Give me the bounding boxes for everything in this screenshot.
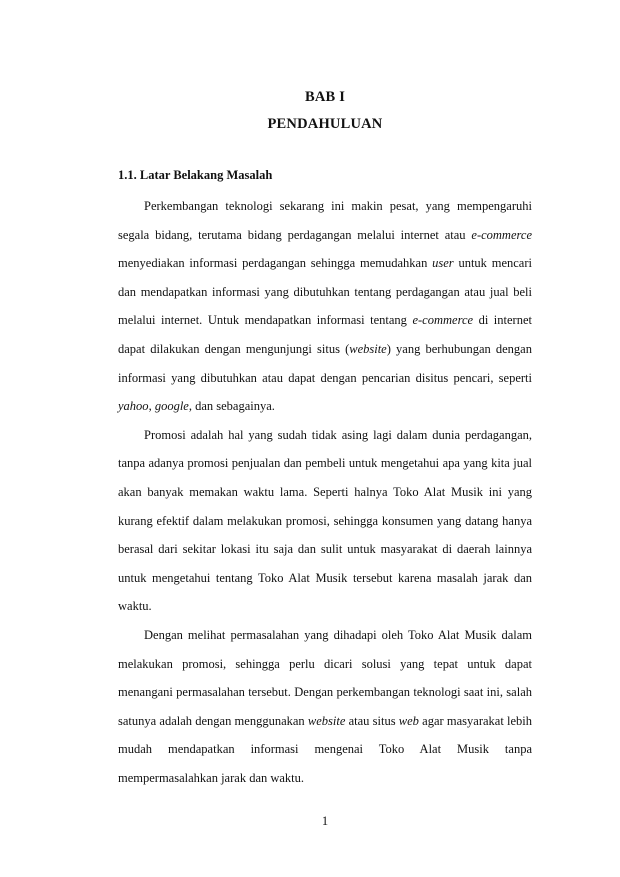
italic-term: google — [154, 399, 189, 414]
italic-term: e-commerce — [471, 227, 532, 242]
paragraph — [118, 621, 532, 793]
text-run: agar masyarakat lebih mudah mendapatkan informasi mengenai Toko Alat Musik tanpa mempermasalahkan jarak dan waktu. — [118, 713, 533, 785]
text-run: ) yang berhubungan dengan informasi yang dibutuhkan atau dapat dengan pencarian disitus pencari, seperti — [118, 341, 532, 385]
text-run: menyediakan informasi perdagangan sehingga memudahkan — [118, 256, 433, 271]
body-text — [118, 192, 532, 792]
chapter-title: PENDAHULUAN — [267, 116, 383, 132]
text-run: atau situs — [345, 713, 399, 728]
text-run: di internet dapat dilakukan dengan mengunjungi situs ( — [118, 313, 532, 356]
text-run: , — [148, 399, 155, 414]
paragraph — [118, 192, 532, 421]
italic-term: yahoo — [118, 399, 149, 414]
text-run: , dan sebagainya. — [188, 399, 275, 414]
italic-term: e-commerce — [412, 313, 474, 328]
italic-term: user — [432, 256, 454, 271]
text-run: Promosi adalah hal yang sudah tidak asing lagi dalam dunia perdagangan, tanpa adanya promosi penjualan dan pembeli untuk mengetahui apa yang kita jual akan banyak memakan waktu lama. Seperti halnya Toko Alat Musik ini yang kurang efektif dalam melakukan promosi, sehingga konsumen yang datang hanya berasal dari sekitar lokasi itu saja dan sulit untuk masyarakat di daerah lainnya untuk mengetahui tentang Toko Alat Musik tersebut karena masalah jarak dan waktu. — [118, 427, 532, 614]
italic-term: web — [398, 713, 419, 728]
italic-term: website — [349, 341, 387, 356]
text-run: Perkembangan teknologi sekarang ini makin pesat, yang mempengaruhi segala bidang, terutama bidang perdagangan melalui internet atau — [118, 199, 532, 242]
text-run: Dengan melihat permasalahan yang dihadapi oleh Toko Alat Musik dalam melakukan promosi, sehingga perlu dicari solusi yang tepat untuk dapat menangani permasalahan tersebut. Dengan perkembangan teknologi saat ini, salah satunya adalah dengan menggunakan — [118, 627, 532, 728]
chapter-number: BAB I — [304, 89, 346, 105]
paragraph — [118, 421, 532, 621]
section-heading: 1.1. Latar Belakang Masalah — [118, 168, 273, 182]
text-run: untuk mencari dan mendapatkan informasi yang dibutuhkan tentang perdagangan atau jual beli melalui internet. Untuk mendapatkan informasi tentang — [118, 256, 532, 328]
italic-term: website — [307, 713, 346, 728]
page-number: 1 — [321, 814, 329, 828]
